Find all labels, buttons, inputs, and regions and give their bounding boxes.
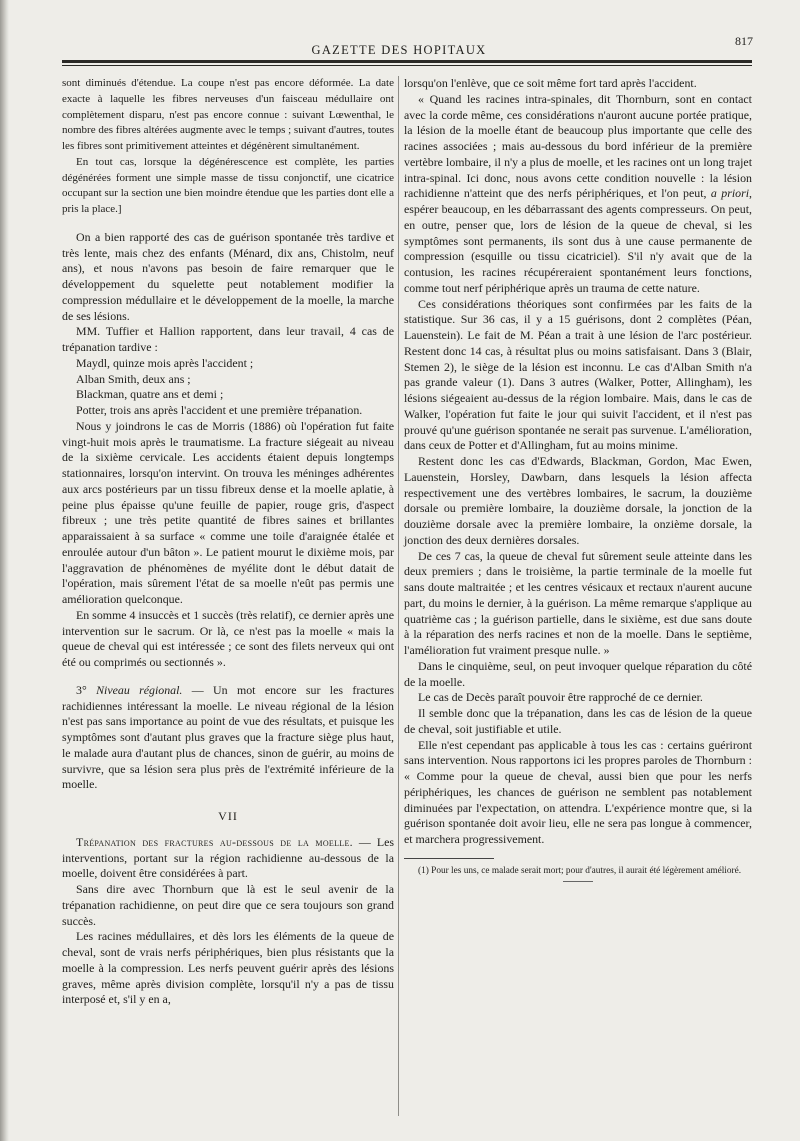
paragraph [404, 92, 752, 297]
paragraph: Elle n'est cependant pas applicable à tous les cas : certains guériront sans intervention. Nous rapportons ici les propres paroles de Thornburn : « Comme pour la queue de cheval, aussi bien que pour les nerfs périphériques, les chances de guérison ne semblent pas notablement diminuées par l'expectation, on attendra. L'expérience montre que, si la guérison spontanée doit avoir lieu, elle ne sera pas longue à commencer, et marchera progressivement. [404, 737, 752, 846]
paragraph: En somme 4 insuccès et 1 succès (très relatif), ce dernier après une intervention sur le sacrum. Or là, ce n'est pas la moelle « mais la queue de cheval qui est intéressée ; ce sont des filets nerveux qui ont été ou comprimés ou sectionnés ». [62, 607, 394, 669]
paragraph: En tout cas, lorsque la dégénérescence est complète, les parties dégénérées forment une simple masse de tissu conjonctif, une cicatrice occupant sur la section une bien moindre étendue que les parties dont elle a pris la place.] [62, 155, 394, 215]
paragraph-text: « Quand les racines intra-spinales, dit Thornburn, sont en contact avec la corde même, ces considérations n'auront aucune portée pratique, la lésion de la moelle étant de beaucoup plus importante que celle des racines associées ; mais au-dessous du bord inférieur de la première vertèbre lombaire, il n'y a plus de moelle, et les racines ont un long trajet intra-spinal. Ici donc, nous avons cette condition nouvelle : la lésion rachidienne n'atteint que des nerfs périphériques, et l'on peut, [404, 91, 752, 201]
paragraph: Nous y joindrons le cas de Morris (1886) où l'opération fut faite vingt-huit mois après le traumatisme. La fracture siégeait au niveau de la sixième cervicale. Les accidents étaient depuis longtemps stationnaires, lorsqu'on intervint. On trouva les méninges adhérentes aux arcs postérieurs par un tissu fibreux dense et la moelle aplatie, à peine plus épaisse qu'une feuille de papier, rouge gris, d'aspect fibreux ; une très petite quantité de fibres saines et brillantes apparaissaient à sa surface « comme une toile d'araignée étalée et enroulée autour d'un bâton ». Le patient mourut le dixième mois, par l'aggravation de phénomènes de myélite dont le début datait de l'opération, mais sûrement l'état de sa moelle n'eût pas permis une amélioration quelconque. [62, 418, 394, 606]
left-column [62, 76, 394, 1008]
list-item: Potter, trois ans après l'accident et une première trépanation. [76, 403, 363, 417]
paragraph: Il semble donc que la trépanation, dans les cas de lésion de la queue de cheval, soit justifiable et utile. [404, 706, 752, 736]
list-item: Alban Smith, deux ans ; [76, 371, 191, 386]
paragraph: Le cas de Decès paraît pouvoir être rapproché de ce dernier. [418, 690, 703, 705]
right-column [404, 76, 752, 882]
paragraph-text: — Un mot encore sur les fractures rachidiennes intéressant la moelle. Le niveau régional de la lésion n'est pas sans importance au point de vue des résultats, et puisque les symptômes sont d'autant plus graves que la fracture siège plus haut, le malade aura d'autant plus de chances, sinon de guérir, au moins de survivre, que sa lésion sera plus près de l'extrémité inférieure de la moelle. [62, 682, 394, 792]
paragraph [62, 683, 394, 793]
header-rule-thin [62, 65, 752, 66]
paragraph [62, 835, 394, 882]
paragraph-text: , espérer beaucoup, en les débarrassant des agents compresseurs. On peut, en outre, penser que, lors de lésion de la queue de cheval, si les symptômes sont permanents, ils sont dus à une cause permanente de compression (esquille ou tissu cicatriciel). S'il n'y avait que de la contusion, les racines récupéreraient spontanément leurs fonctions, comme tout nerf périphérique après un trauma de cette nature. [404, 186, 752, 295]
paragraph: MM. Tuffier et Hallion rapportent, dans leur travail, 4 cas de trépanation tardive : [62, 324, 394, 354]
column-divider [398, 76, 399, 1116]
paragraph-lead: 3° [76, 682, 97, 697]
paragraph: Restent donc les cas d'Edwards, Blackman, Gordon, Mac Ewen, Lauenstein, Horsley, Dawbarn, dans lesquels la lésion affecta respectivement une des vertèbres lombaires, le sacrum, la douzième dorsale ou première lombaire, la douzième dorsale, la jonction de la douzième dorsale avec la première lombaire, la onzième dorsale, la jonction des deux dernières dorsales. [404, 454, 752, 547]
list-item: Blackman, quatre ans et demi ; [76, 387, 224, 402]
paragraph: Sans dire avec Thornburn que là est le seul avenir de la trépanation rachidienne, on peut dire que ce sera toujours son grand succès. [62, 882, 394, 928]
footnote-end-rule [563, 881, 593, 882]
section-number: VII [218, 809, 238, 823]
footnote: (1) Pour les uns, ce malade serait mort; pour d'autres, il aurait été légèrement amélioré. [418, 865, 742, 876]
paragraph-text: — Les interventions, portant sur la région rachidienne au-dessous de la moelle, doivent être considérées à part. [62, 834, 394, 881]
italic-phrase: a priori [710, 186, 750, 201]
subheading-italic: Niveau régional. [96, 682, 183, 697]
paragraph: lorsqu'on l'enlève, que ce soit même fort tard après l'accident. [404, 76, 697, 90]
paragraph: sont diminués d'étendue. La coupe n'est pas encore déformée. La date exacte à laquelle les fibres nerveuses d'un faisceau médullaire ont complètement disparu, n'est pas encore connue : suivant Lœwenthal, le nombre des fibres altérées augmente avec le temps ; suivant d'autres, toutes les fibres sont primitivement atteintes et dégénèrent simultanément. [62, 77, 394, 152]
header-rule-thick [62, 60, 752, 63]
paragraph: De ces 7 cas, la queue de cheval fut sûrement seule atteinte dans les deux premiers ; dans le troisième, la partie terminale de la moelle fut sans doute maltraitée ; et les centres vésicaux et rectaux n'aurent aucune part, du moins le dernier, à la guérison. La même remarque s'applique au quatrième cas ; la guérison partielle, dans le sixième, est due sans doute à la réparation des nerfs racines et non de la moelle. Dans le septième, l'amélioration fut vraiment presque nulle. » [404, 548, 752, 657]
section-heading: Trépanation des fractures au-dessous de la moelle. [76, 834, 353, 849]
page-header-title: GAZETTE DES HOPITAUX [311, 43, 487, 57]
paragraph: Ces considérations théoriques sont confirmées par les faits de la statistique. Sur 36 cas, il y a 15 guérisons, dont 2 complètes (Péan, Lauenstein). Le fait de M. Péan a trait à une lésion de l'arc postérieur. Restent donc 14 cas, à résultat plus ou moins satisfaisant. Dans 3 (Blair, Stemen 2), le siège de la lésion est inconnu. Le cas d'Alban Smith n'a pas grande valeur (1). Dans 3 autres (Walker, Potter, Allingham), les lésions siégeaient au-dessus de la région lombaire. Mais, dans le cas de Walker, l'opération fut faite le jour qui suivit l'accident, et il n'est pas prouvé qu'une guérison spontanée ne serait pas survenue. L'amélioration, dans ceux de Potter et d'Allingham, fut au moins minime. [404, 296, 752, 453]
paragraph: Les racines médullaires, et dès lors les éléments de la queue de cheval, sont de vrais nerfs périphériques, bien plus résistants que la moelle à la compression. Les nerfs peuvent guérir après des lésions graves, même après division complète, lorsqu'il n'y a pas de tissu interposé et, s'il y en a, [62, 929, 394, 1007]
list-item: Maydl, quinze mois après l'accident ; [76, 355, 254, 370]
paragraph: On a bien rapporté des cas de guérison spontanée très tardive et très lente, mais chez des enfants (Ménard, dix ans, Chistolm, neuf ans), et nous n'avons pas besoin de faire remarquer que le développement du squelette peut notablement modifier la compression médullaire et le développement de la moelle, la marche de ses lésions. [62, 229, 394, 323]
page-binding-edge [0, 0, 9, 1141]
footnote-rule [404, 858, 494, 859]
page-number: 817 [735, 34, 753, 48]
paragraph: Dans le cinquième, seul, on peut invoquer quelque réparation du côté de la moelle. [404, 658, 752, 689]
